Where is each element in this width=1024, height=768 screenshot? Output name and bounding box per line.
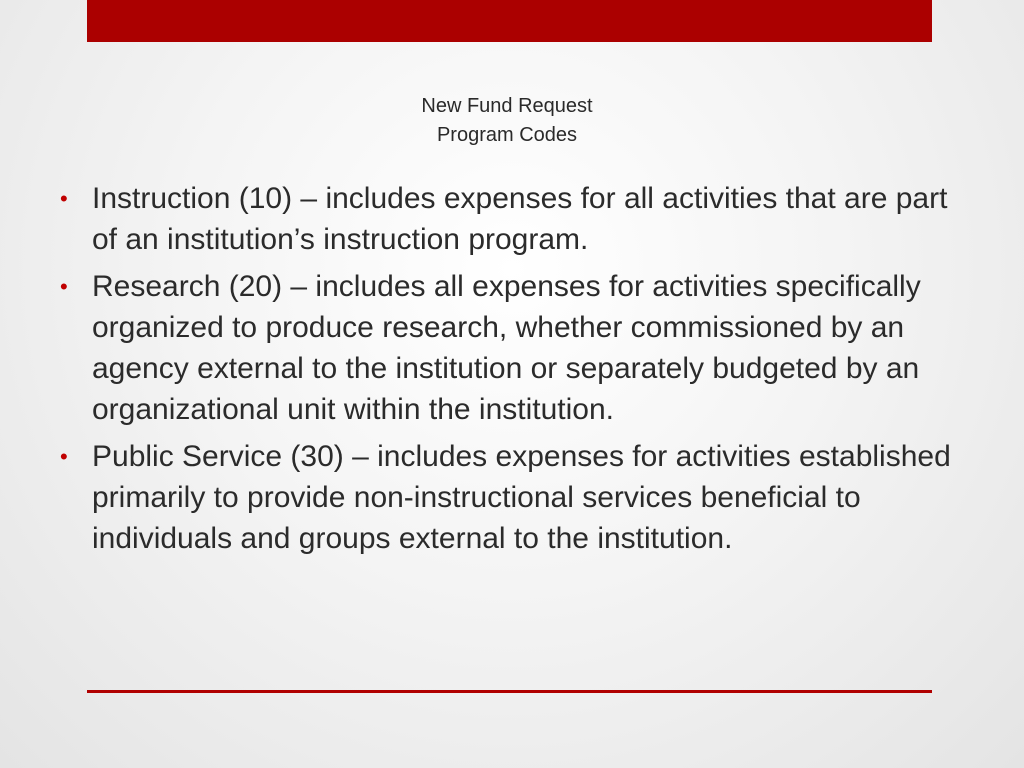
bullet-list xyxy=(58,178,978,565)
bottom-divider xyxy=(87,690,932,693)
bullet-text-public-service: Public Service (30) – includes expenses for activities established primarily to provide non-instructional services beneficial to individuals and groups external to the institution. xyxy=(92,440,951,555)
bullet-item-research xyxy=(58,266,978,430)
bullet-icon: • xyxy=(60,274,68,299)
bullet-icon: • xyxy=(60,444,68,469)
title-line-2: Program Codes xyxy=(436,124,578,146)
bullet-item-public-service xyxy=(58,436,978,559)
bullet-text-instruction: Instruction (10) – includes expenses for all activities that are part of an institution’s instruction program. xyxy=(92,182,948,256)
bullet-icon: • xyxy=(60,186,68,211)
bullet-text-research: Research (20) – includes all expenses for activities specifically organized to produce research, whether commissioned by an agency external to the institution or separately budgeted by an organizational unit within the institution. xyxy=(92,270,921,426)
slide-title xyxy=(300,92,714,150)
title-line-1: New Fund Request xyxy=(421,95,593,117)
top-accent-bar xyxy=(87,0,932,42)
bullet-item-instruction xyxy=(58,178,978,260)
